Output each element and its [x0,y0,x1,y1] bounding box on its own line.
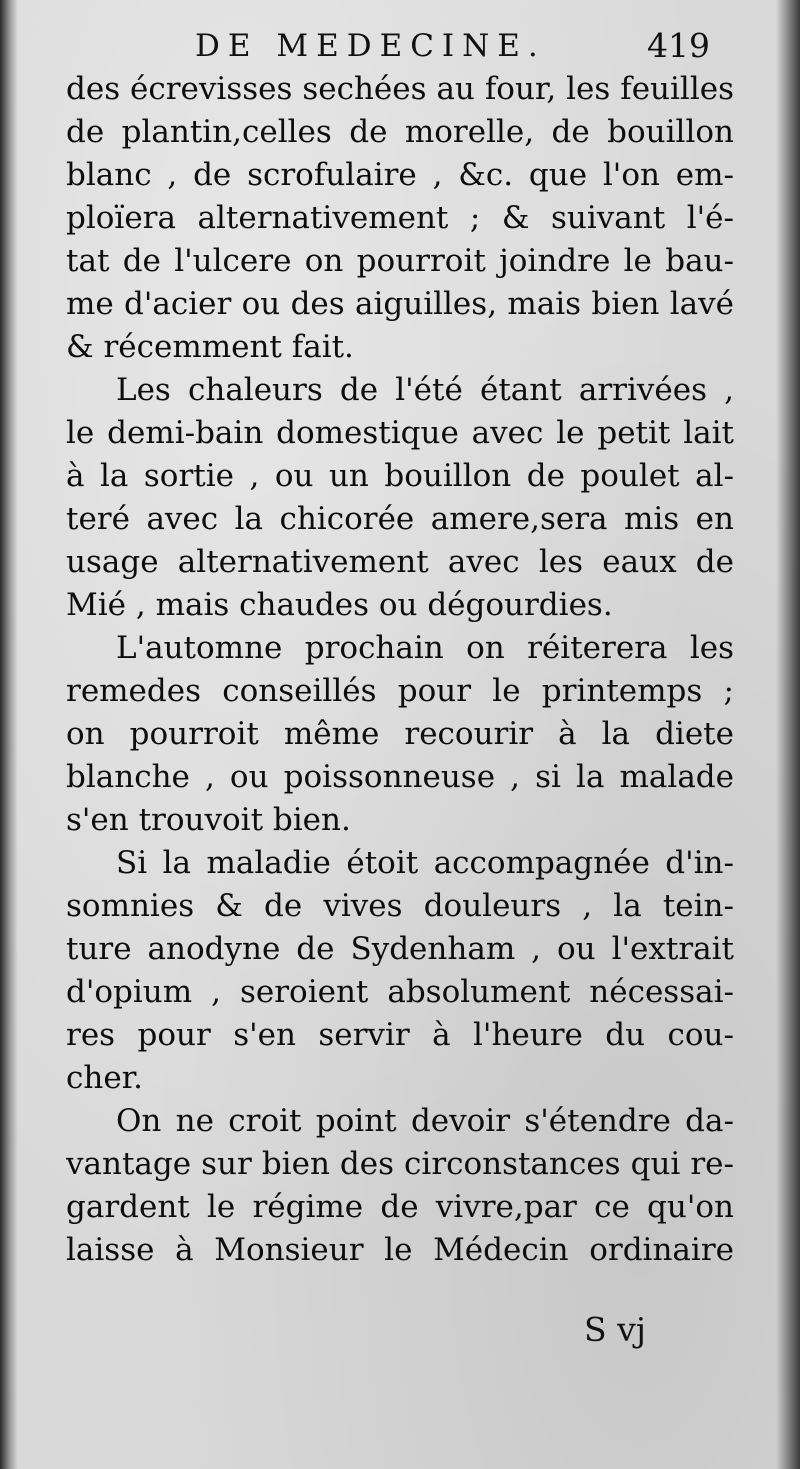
text-line: remedes conseillés pour le printemps ; [66,673,734,709]
text-line: blanche , ou poissonneuse , si la malade [66,759,734,795]
text-line: somnies & de vives douleurs , la tein- [66,888,734,924]
page-gutter-shadow [0,0,18,1469]
text-line: d'opium , seroient absolument nécessai- [66,974,734,1010]
paragraph-start-line: Si la maladie étoit accompagnée d'in- [116,845,734,881]
text-line: de plantin,celles de morelle, de bouillon [66,114,734,150]
body-text [66,68,734,1272]
text-line: vantage sur bien des circonstances qui re- [66,1146,734,1182]
text-line: à la sortie , ou un bouillon de poulet al- [66,458,734,494]
text-line: des écrevisses sechées au four, les feuilles [66,71,734,107]
text-line: usage alternativement avec les eaux de [66,544,734,580]
text-line: ploïera alternativement ; & suivant l'é- [66,200,734,236]
text-line: blanc , de scrofulaire , &c. que l'on em- [66,157,734,193]
text-line: & récemment fait. [66,329,354,365]
paragraph-start-line: On ne croit point devoir s'étendre da- [116,1103,734,1139]
page-edge-shadow [776,0,800,1469]
text-line: res pour s'en servir à l'heure du cou- [66,1017,734,1053]
text-line: ture anodyne de Sydenham , ou l'extrait [66,931,734,967]
running-header [70,26,720,66]
text-line: me d'acier ou des aiguilles, mais bien lavé [66,286,734,322]
text-line: Mié , mais chaudes ou dégourdies. [66,587,613,623]
page-number: 419 [647,26,710,65]
text-line: on pourroit même recourir à la diete [66,716,734,752]
text-line: le demi-bain domestique avec le petit lait [66,415,734,451]
text-line: gardent le régime de vivre,par ce qu'on [66,1189,734,1225]
paragraph-start-line: L'automne prochain on réiterera les [116,630,734,666]
text-line: cher. [66,1060,143,1096]
signature-mark: S vj [584,1310,646,1349]
text-line: s'en trouvoit bien. [66,802,351,838]
text-line: laisse à Monsieur le Médecin ordinaire [66,1232,734,1268]
running-title: DE MEDECINE. [195,28,546,64]
text-line: tat de l'ulcere on pourroit joindre le bau- [66,243,734,279]
text-line: teré avec la chicorée amere,sera mis en [66,501,734,537]
paragraph-start-line: Les chaleurs de l'été étant arrivées , [116,372,734,408]
